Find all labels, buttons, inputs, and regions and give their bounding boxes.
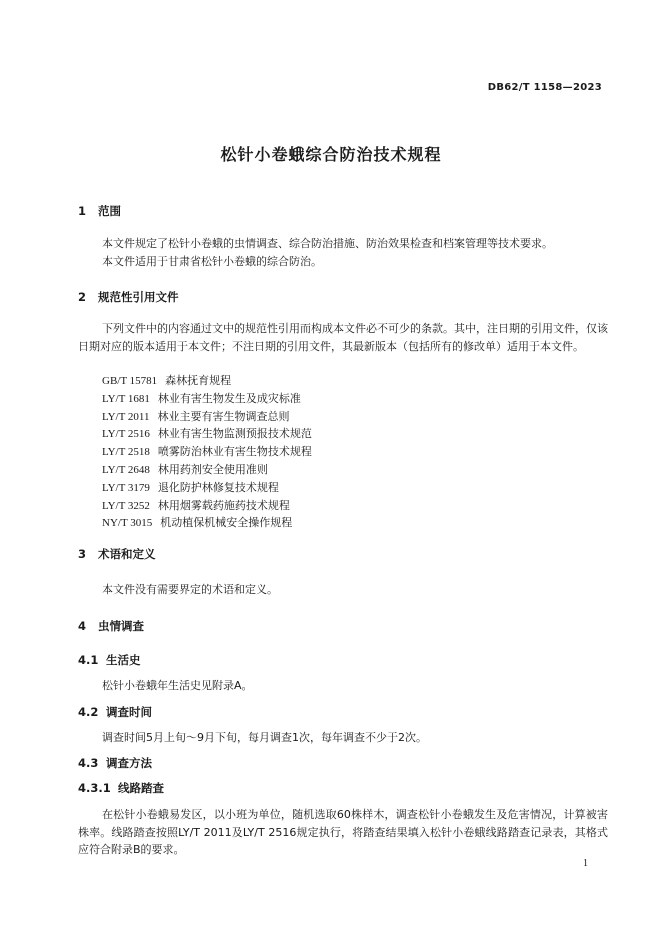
paragraph: 本文件没有需要界定的术语和定义。: [102, 583, 278, 596]
section-title: 规范性引用文件: [98, 290, 179, 304]
section-number: 3: [78, 547, 87, 561]
reference-title: 林用药剂安全使用准则: [157, 462, 268, 476]
reference-item: [102, 443, 312, 461]
reference-item: [102, 425, 312, 443]
reference-title: 机动植保机械安全操作规程: [160, 516, 293, 530]
section-title: 范围: [98, 204, 121, 218]
document-title: 松针小卷蛾综合防治技术规程: [220, 145, 442, 164]
subsection-4-3-heading: [78, 755, 152, 771]
section-title: 调查时间: [106, 705, 152, 719]
reference-title: 森林抚育规程: [165, 374, 232, 387]
section-title: 调查方法: [106, 756, 152, 770]
reference-title: 林业有害生物监测预报技术规范: [157, 427, 312, 441]
paragraph: 在松针小卷蛾易发区，以小班为单位，随机选取60株样木，调查松针小卷蛾发生及危害情况，计算被害株率。线路踏查按照LY/T 2011及LY/T 2516规定执行，将踏查结果填入松针小卷蛾线路踏查记录表，其格式应符合附录B的要求。: [78, 808, 608, 856]
reference-title: 林业有害生物发生及成灾标准: [157, 391, 301, 405]
reference-item: [102, 461, 312, 479]
reference-code: LY/T 3179: [102, 481, 150, 494]
section-number: 2: [78, 290, 87, 304]
section-1-heading: [78, 203, 121, 219]
reference-code: NY/T 3015: [102, 517, 153, 530]
section-number: 1: [78, 204, 87, 218]
reference-code: LY/T 2518: [102, 446, 150, 459]
reference-item: [102, 372, 312, 390]
section-number: 4.1: [78, 653, 99, 667]
paragraph: 下列文件中的内容通过文中的规范性引用而构成本文件必不可少的条款。其中，注日期的引用文件，仅该日期对应的版本适用于本文件；不注日期的引用文件，其最新版本（包括所有的修改单）适用于本文件。: [78, 322, 608, 353]
reference-title: 喷雾防治林业有害生物技术规程: [157, 445, 312, 459]
reference-code: LY/T 2011: [102, 410, 150, 423]
subsection-4-3-1-heading: [78, 780, 164, 796]
section-3-heading: [78, 546, 156, 562]
section-number: 4.3: [78, 756, 99, 770]
reference-item: [102, 390, 312, 408]
section-number: 4.2: [78, 705, 99, 719]
reference-code: LY/T 2516: [102, 428, 150, 441]
standard-number: DB62/T 1158—2023: [487, 82, 602, 93]
subsection-4-2-heading: [78, 704, 152, 720]
reference-code: LY/T 2648: [102, 463, 150, 476]
paragraph: 本文件规定了松针小卷蛾的虫情调查、综合防治措施、防治效果检查和档案管理等技术要求。: [102, 237, 553, 250]
reference-title: 退化防护林修复技术规程: [157, 480, 279, 494]
paragraph: 调查时间5月上旬～9月下旬，每月调查1次，每年调查不少于2次。: [102, 731, 427, 744]
reference-title: 林业主要有害生物调查总则: [157, 409, 290, 423]
section-title: 术语和定义: [98, 547, 156, 561]
reference-item: [102, 408, 312, 426]
section-number: 4.3.1: [78, 781, 111, 795]
reference-list: [102, 372, 312, 532]
section-2-heading: [78, 289, 179, 305]
section-number: 4: [78, 619, 87, 633]
subsection-4-1-heading: [78, 652, 141, 668]
paragraph: 本文件适用于甘肃省松针小卷蛾的综合防治。: [102, 255, 322, 268]
reference-code: GB/T 15781: [102, 375, 158, 387]
page-number: 1: [583, 858, 588, 869]
reference-item: [102, 497, 312, 515]
section-title: 生活史: [106, 653, 141, 667]
section-title: 虫情调查: [98, 619, 144, 633]
reference-code: LY/T 3252: [102, 499, 150, 512]
reference-title: 林用烟雾载药施药技术规程: [157, 498, 290, 512]
paragraph: 松针小卷蛾年生活史见附录A。: [102, 679, 253, 692]
section-4-heading: [78, 618, 144, 634]
section-title: 线路踏查: [118, 781, 164, 795]
reference-code: LY/T 1681: [102, 392, 150, 405]
reference-item: [102, 514, 312, 532]
reference-item: [102, 479, 312, 497]
